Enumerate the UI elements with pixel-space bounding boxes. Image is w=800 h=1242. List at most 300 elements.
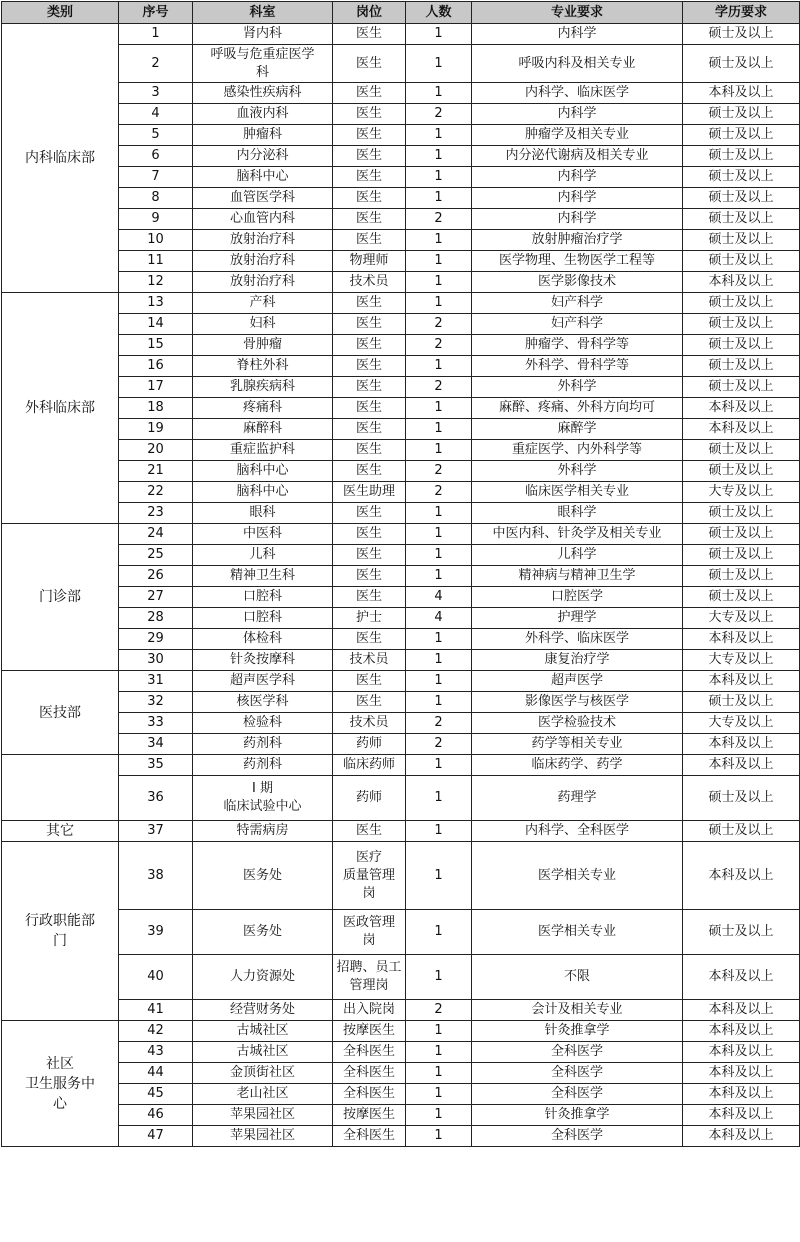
education-cell: 本科及以上 [683, 1000, 800, 1021]
position-cell: 医生 [333, 45, 406, 83]
major-cell: 全科医学 [472, 1084, 683, 1105]
count-cell: 1 [406, 440, 472, 461]
index-cell: 4 [119, 104, 193, 125]
department-cell: 超声医学科 [193, 671, 333, 692]
position-cell: 医生 [333, 104, 406, 125]
major-cell: 儿科学 [472, 545, 683, 566]
index-cell: 14 [119, 314, 193, 335]
education-cell: 硕士及以上 [683, 209, 800, 230]
education-cell: 硕士及以上 [683, 356, 800, 377]
count-cell: 1 [406, 1126, 472, 1147]
table-row [2, 1126, 800, 1147]
table-row [2, 146, 800, 167]
count-cell: 2 [406, 734, 472, 755]
position-cell: 医生 [333, 146, 406, 167]
position-cell: 按摩医生 [333, 1021, 406, 1042]
position-cell: 医生 [333, 545, 406, 566]
education-cell: 硕士及以上 [683, 188, 800, 209]
department-cell: 精神卫生科 [193, 566, 333, 587]
position-cell: 全科医生 [333, 1042, 406, 1063]
department-cell: 人力资源处 [193, 955, 333, 1000]
table-row [2, 692, 800, 713]
count-cell: 2 [406, 335, 472, 356]
education-cell: 硕士及以上 [683, 104, 800, 125]
recruitment-table [1, 1, 800, 1147]
education-cell: 本科及以上 [683, 1105, 800, 1126]
department-cell: 重症监护科 [193, 440, 333, 461]
department-cell: 骨肿瘤 [193, 335, 333, 356]
count-cell: 1 [406, 650, 472, 671]
education-cell: 硕士及以上 [683, 776, 800, 821]
count-cell: 2 [406, 482, 472, 503]
education-cell: 硕士及以上 [683, 335, 800, 356]
position-cell: 医生 [333, 356, 406, 377]
position-cell: 医生 [333, 167, 406, 188]
index-cell: 12 [119, 272, 193, 293]
count-cell: 2 [406, 1000, 472, 1021]
table-row [2, 955, 800, 1000]
index-cell: 45 [119, 1084, 193, 1105]
department-cell: 脑科中心 [193, 482, 333, 503]
department-cell: 脑科中心 [193, 461, 333, 482]
count-cell: 4 [406, 608, 472, 629]
major-cell: 不限 [472, 955, 683, 1000]
position-cell: 全科医生 [333, 1126, 406, 1147]
department-cell: 老山社区 [193, 1084, 333, 1105]
education-cell: 本科及以上 [683, 734, 800, 755]
position-cell: 药师 [333, 734, 406, 755]
header-department: 科室 [193, 2, 333, 24]
header-major: 专业要求 [472, 2, 683, 24]
major-cell: 麻醉、疼痛、外科方向均可 [472, 398, 683, 419]
education-cell: 硕士及以上 [683, 24, 800, 45]
index-cell: 44 [119, 1063, 193, 1084]
count-cell: 1 [406, 251, 472, 272]
major-cell: 肿瘤学、骨科学等 [472, 335, 683, 356]
education-cell: 硕士及以上 [683, 314, 800, 335]
count-cell: 1 [406, 671, 472, 692]
major-cell: 医学相关专业 [472, 842, 683, 910]
count-cell: 1 [406, 356, 472, 377]
position-cell: 医生 [333, 377, 406, 398]
education-cell: 硕士及以上 [683, 440, 800, 461]
index-cell: 5 [119, 125, 193, 146]
category-cell: 门诊部 [2, 524, 119, 671]
count-cell: 1 [406, 24, 472, 45]
table-row [2, 251, 800, 272]
index-cell: 9 [119, 209, 193, 230]
education-cell: 本科及以上 [683, 1021, 800, 1042]
table-row [2, 1021, 800, 1042]
table-row [2, 83, 800, 104]
department-cell: 古城社区 [193, 1021, 333, 1042]
department-cell: 血液内科 [193, 104, 333, 125]
education-cell: 硕士及以上 [683, 377, 800, 398]
position-cell: 临床药师 [333, 755, 406, 776]
department-cell: 内分泌科 [193, 146, 333, 167]
education-cell: 本科及以上 [683, 1126, 800, 1147]
index-cell: 19 [119, 419, 193, 440]
department-cell: 感染性疾病科 [193, 83, 333, 104]
position-cell: 医生 [333, 230, 406, 251]
index-cell: 10 [119, 230, 193, 251]
position-cell: 全科医生 [333, 1063, 406, 1084]
count-cell: 1 [406, 398, 472, 419]
position-cell: 全科医生 [333, 1084, 406, 1105]
education-cell: 硕士及以上 [683, 167, 800, 188]
index-cell: 30 [119, 650, 193, 671]
header-education: 学历要求 [683, 2, 800, 24]
major-cell: 内科学 [472, 209, 683, 230]
education-cell: 硕士及以上 [683, 587, 800, 608]
department-cell: 医务处 [193, 910, 333, 955]
count-cell: 1 [406, 83, 472, 104]
department-cell: 核医学科 [193, 692, 333, 713]
index-cell: 29 [119, 629, 193, 650]
department-cell: 体检科 [193, 629, 333, 650]
count-cell: 1 [406, 45, 472, 83]
table-row [2, 650, 800, 671]
major-cell: 放射肿瘤治疗学 [472, 230, 683, 251]
index-cell: 18 [119, 398, 193, 419]
position-cell: 医生 [333, 125, 406, 146]
index-cell: 20 [119, 440, 193, 461]
table-row [2, 608, 800, 629]
index-cell: 6 [119, 146, 193, 167]
department-cell: 放射治疗科 [193, 272, 333, 293]
index-cell: 39 [119, 910, 193, 955]
index-cell: 24 [119, 524, 193, 545]
position-cell: 技术员 [333, 272, 406, 293]
count-cell: 1 [406, 1105, 472, 1126]
count-cell: 1 [406, 910, 472, 955]
education-cell: 本科及以上 [683, 629, 800, 650]
major-cell: 内分泌代谢病及相关专业 [472, 146, 683, 167]
table-row [2, 910, 800, 955]
position-cell: 医生 [333, 24, 406, 45]
count-cell: 1 [406, 545, 472, 566]
department-cell: 放射治疗科 [193, 251, 333, 272]
category-cell: 外科临床部 [2, 293, 119, 524]
major-cell: 肿瘤学及相关专业 [472, 125, 683, 146]
position-cell: 医生 [333, 83, 406, 104]
category-cell: 内科临床部 [2, 24, 119, 293]
department-cell: 药剂科 [193, 755, 333, 776]
education-cell: 本科及以上 [683, 755, 800, 776]
index-cell: 22 [119, 482, 193, 503]
count-cell: 2 [406, 461, 472, 482]
header-count: 人数 [406, 2, 472, 24]
index-cell: 46 [119, 1105, 193, 1126]
department-cell: 乳腺疾病科 [193, 377, 333, 398]
index-cell: 25 [119, 545, 193, 566]
position-cell: 医生 [333, 671, 406, 692]
major-cell: 全科医学 [472, 1063, 683, 1084]
count-cell: 2 [406, 209, 472, 230]
department-cell: 放射治疗科 [193, 230, 333, 251]
major-cell: 医学影像技术 [472, 272, 683, 293]
table-row [2, 1000, 800, 1021]
position-cell: 医政管理 岗 [333, 910, 406, 955]
count-cell: 1 [406, 821, 472, 842]
department-cell: 眼科 [193, 503, 333, 524]
position-cell: 按摩医生 [333, 1105, 406, 1126]
major-cell: 内科学 [472, 188, 683, 209]
department-cell: 脊柱外科 [193, 356, 333, 377]
index-cell: 13 [119, 293, 193, 314]
department-cell: 肾内科 [193, 24, 333, 45]
education-cell: 本科及以上 [683, 272, 800, 293]
department-cell: 医务处 [193, 842, 333, 910]
index-cell: 41 [119, 1000, 193, 1021]
table-row [2, 209, 800, 230]
count-cell: 1 [406, 692, 472, 713]
education-cell: 硕士及以上 [683, 821, 800, 842]
education-cell: 硕士及以上 [683, 45, 800, 83]
major-cell: 中医内科、针灸学及相关专业 [472, 524, 683, 545]
major-cell: 全科医学 [472, 1042, 683, 1063]
table-row [2, 821, 800, 842]
count-cell: 1 [406, 125, 472, 146]
education-cell: 本科及以上 [683, 83, 800, 104]
major-cell: 外科学 [472, 377, 683, 398]
major-cell: 妇产科学 [472, 293, 683, 314]
major-cell: 精神病与精神卫生学 [472, 566, 683, 587]
table-row [2, 1063, 800, 1084]
major-cell: 呼吸内科及相关专业 [472, 45, 683, 83]
education-cell: 本科及以上 [683, 671, 800, 692]
index-cell: 32 [119, 692, 193, 713]
position-cell: 技术员 [333, 650, 406, 671]
education-cell: 本科及以上 [683, 1042, 800, 1063]
education-cell: 硕士及以上 [683, 293, 800, 314]
count-cell: 1 [406, 419, 472, 440]
index-cell: 47 [119, 1126, 193, 1147]
table-row [2, 419, 800, 440]
table-row [2, 377, 800, 398]
major-cell: 口腔医学 [472, 587, 683, 608]
position-cell: 医生 [333, 440, 406, 461]
education-cell: 硕士及以上 [683, 461, 800, 482]
department-cell: 检验科 [193, 713, 333, 734]
table-row [2, 671, 800, 692]
major-cell: 药学等相关专业 [472, 734, 683, 755]
table-row [2, 524, 800, 545]
major-cell: 医学物理、生物医学工程等 [472, 251, 683, 272]
major-cell: 超声医学 [472, 671, 683, 692]
table-row [2, 755, 800, 776]
department-cell: 金顶街社区 [193, 1063, 333, 1084]
position-cell: 技术员 [333, 713, 406, 734]
table-row [2, 482, 800, 503]
table-row [2, 566, 800, 587]
department-cell: 古城社区 [193, 1042, 333, 1063]
table-header [2, 2, 800, 24]
position-cell: 医生 [333, 503, 406, 524]
header-index: 序号 [119, 2, 193, 24]
count-cell: 2 [406, 104, 472, 125]
position-cell: 医生 [333, 692, 406, 713]
table-row [2, 272, 800, 293]
education-cell: 本科及以上 [683, 1063, 800, 1084]
index-cell: 37 [119, 821, 193, 842]
major-cell: 内科学 [472, 167, 683, 188]
major-cell: 眼科学 [472, 503, 683, 524]
index-cell: 11 [119, 251, 193, 272]
position-cell: 医生 [333, 188, 406, 209]
education-cell: 本科及以上 [683, 398, 800, 419]
education-cell: 硕士及以上 [683, 910, 800, 955]
count-cell: 1 [406, 230, 472, 251]
category-cell: 医技部 [2, 671, 119, 755]
count-cell: 1 [406, 272, 472, 293]
count-cell: 1 [406, 566, 472, 587]
table-row [2, 356, 800, 377]
major-cell: 医学检验技术 [472, 713, 683, 734]
education-cell: 硕士及以上 [683, 125, 800, 146]
index-cell: 33 [119, 713, 193, 734]
table-row [2, 776, 800, 821]
department-cell: 苹果园社区 [193, 1126, 333, 1147]
position-cell: 药师 [333, 776, 406, 821]
table-row [2, 398, 800, 419]
index-cell: 28 [119, 608, 193, 629]
index-cell: 3 [119, 83, 193, 104]
index-cell: 38 [119, 842, 193, 910]
count-cell: 1 [406, 1021, 472, 1042]
major-cell: 内科学、临床医学 [472, 83, 683, 104]
index-cell: 27 [119, 587, 193, 608]
index-cell: 2 [119, 45, 193, 83]
count-cell: 1 [406, 1084, 472, 1105]
table-row [2, 587, 800, 608]
index-cell: 17 [119, 377, 193, 398]
position-cell: 医生 [333, 461, 406, 482]
count-cell: 1 [406, 293, 472, 314]
table-row [2, 629, 800, 650]
department-cell: 呼吸与危重症医学 科 [193, 45, 333, 83]
major-cell: 针灸推拿学 [472, 1021, 683, 1042]
category-cell: 社区 卫生服务中 心 [2, 1021, 119, 1147]
department-cell: 儿科 [193, 545, 333, 566]
category-cell: 其它 [2, 821, 119, 842]
education-cell: 本科及以上 [683, 842, 800, 910]
table-row [2, 545, 800, 566]
position-cell: 医生 [333, 398, 406, 419]
position-cell: 医生 [333, 335, 406, 356]
major-cell: 外科学、临床医学 [472, 629, 683, 650]
index-cell: 7 [119, 167, 193, 188]
index-cell: 42 [119, 1021, 193, 1042]
position-cell: 出入院岗 [333, 1000, 406, 1021]
index-cell: 15 [119, 335, 193, 356]
department-cell: 麻醉科 [193, 419, 333, 440]
major-cell: 临床医学相关专业 [472, 482, 683, 503]
position-cell: 医疗 质量管理 岗 [333, 842, 406, 910]
position-cell: 物理师 [333, 251, 406, 272]
header-category: 类别 [2, 2, 119, 24]
table-row [2, 45, 800, 83]
index-cell: 1 [119, 24, 193, 45]
position-cell: 医生 [333, 209, 406, 230]
major-cell: 外科学、骨科学等 [472, 356, 683, 377]
count-cell: 1 [406, 1063, 472, 1084]
department-cell: 产科 [193, 293, 333, 314]
major-cell: 外科学 [472, 461, 683, 482]
count-cell: 2 [406, 377, 472, 398]
education-cell: 本科及以上 [683, 1084, 800, 1105]
department-cell: 肿瘤科 [193, 125, 333, 146]
major-cell: 会计及相关专业 [472, 1000, 683, 1021]
major-cell: 临床药学、药学 [472, 755, 683, 776]
department-cell: I 期 临床试验中心 [193, 776, 333, 821]
department-cell: 妇科 [193, 314, 333, 335]
education-cell: 大专及以上 [683, 650, 800, 671]
position-cell: 医生 [333, 587, 406, 608]
count-cell: 4 [406, 587, 472, 608]
position-cell: 医生 [333, 293, 406, 314]
department-cell: 经营财务处 [193, 1000, 333, 1021]
position-cell: 护士 [333, 608, 406, 629]
count-cell: 1 [406, 776, 472, 821]
major-cell: 妇产科学 [472, 314, 683, 335]
index-cell: 26 [119, 566, 193, 587]
index-cell: 16 [119, 356, 193, 377]
position-cell: 医生 [333, 566, 406, 587]
education-cell: 硕士及以上 [683, 230, 800, 251]
position-cell: 医生 [333, 524, 406, 545]
index-cell: 35 [119, 755, 193, 776]
header-position: 岗位 [333, 2, 406, 24]
table-row [2, 1042, 800, 1063]
department-cell: 口腔科 [193, 608, 333, 629]
major-cell: 针灸推拿学 [472, 1105, 683, 1126]
major-cell: 麻醉学 [472, 419, 683, 440]
count-cell: 1 [406, 188, 472, 209]
major-cell: 全科医学 [472, 1126, 683, 1147]
count-cell: 1 [406, 842, 472, 910]
department-cell: 针灸按摩科 [193, 650, 333, 671]
table-row [2, 293, 800, 314]
index-cell: 40 [119, 955, 193, 1000]
major-cell: 康复治疗学 [472, 650, 683, 671]
count-cell: 1 [406, 167, 472, 188]
count-cell: 1 [406, 955, 472, 1000]
count-cell: 1 [406, 755, 472, 776]
department-cell: 特需病房 [193, 821, 333, 842]
count-cell: 2 [406, 713, 472, 734]
table-row [2, 734, 800, 755]
count-cell: 1 [406, 629, 472, 650]
education-cell: 大专及以上 [683, 482, 800, 503]
education-cell: 本科及以上 [683, 955, 800, 1000]
table-row [2, 24, 800, 45]
table-row [2, 167, 800, 188]
table-row [2, 188, 800, 209]
position-cell: 医生 [333, 821, 406, 842]
table-body [2, 24, 800, 1147]
education-cell: 硕士及以上 [683, 146, 800, 167]
count-cell: 1 [406, 146, 472, 167]
department-cell: 血管医学科 [193, 188, 333, 209]
education-cell: 大专及以上 [683, 713, 800, 734]
count-cell: 1 [406, 1042, 472, 1063]
table-row [2, 104, 800, 125]
index-cell: 8 [119, 188, 193, 209]
table-row [2, 713, 800, 734]
position-cell: 医生助理 [333, 482, 406, 503]
education-cell: 本科及以上 [683, 419, 800, 440]
